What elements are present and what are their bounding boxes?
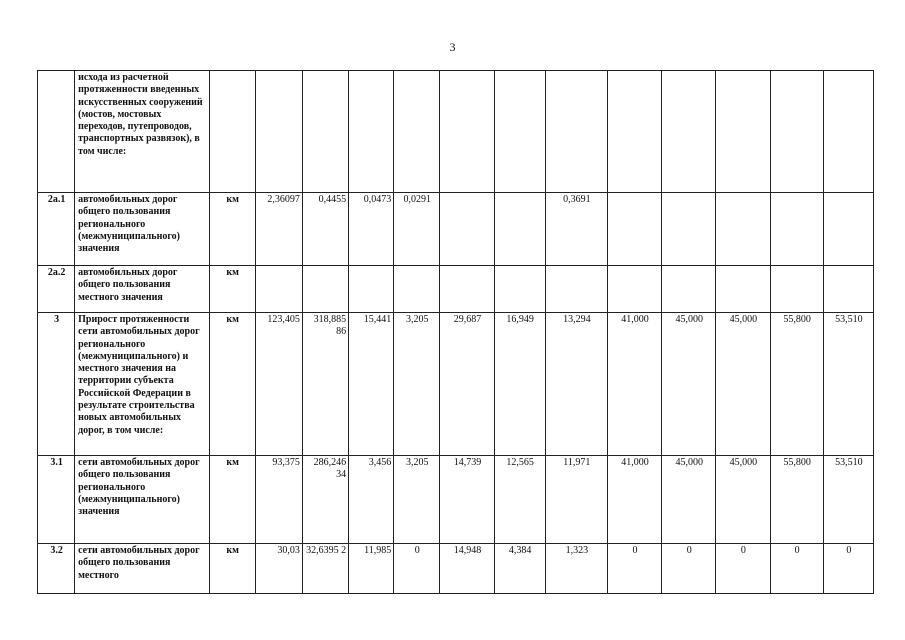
value-cell — [823, 193, 873, 266]
value-cell: 0,0473 — [349, 193, 394, 266]
indicator-name-cell: исхода из расчетной протяженности введенных искусственных сооружений (мостов, мостовых переходов, путепроводов, транспортных развязок), в том числе: — [75, 71, 209, 193]
indicator-name-cell: Прирост протяженности сети автомобильных дорог регионального (межмуниципального) и местного значения на территории субъекта Российской Федерации в результате строительства новых автомобильных дорог, в том числе: — [75, 313, 209, 456]
indicator-name-cell: автомобильных дорог общего пользования местного значения — [75, 266, 209, 313]
unit-cell — [209, 71, 255, 193]
unit-cell: км — [209, 456, 255, 544]
value-cell: 2,36097 — [255, 193, 302, 266]
value-cell — [302, 71, 348, 193]
table-row — [38, 456, 874, 544]
value-cell: 0 — [823, 544, 873, 594]
value-cell — [823, 71, 873, 193]
value-cell: 45,000 — [662, 313, 716, 456]
value-cell — [545, 266, 607, 313]
unit-cell: км — [209, 313, 255, 456]
value-cell — [494, 266, 545, 313]
value-cell — [494, 193, 545, 266]
value-cell: 30,03 — [255, 544, 302, 594]
value-cell: 11,971 — [545, 456, 607, 544]
value-cell: 1,323 — [545, 544, 607, 594]
value-cell: 29,687 — [440, 313, 494, 456]
unit-cell: км — [209, 266, 255, 313]
value-cell — [716, 193, 770, 266]
row-number-cell: 2а.1 — [38, 193, 75, 266]
value-cell: 55,800 — [770, 456, 823, 544]
value-cell — [607, 266, 661, 313]
value-cell — [302, 266, 348, 313]
value-cell: 12,565 — [494, 456, 545, 544]
page-number: 3 — [449, 40, 456, 54]
unit-cell: км — [209, 544, 255, 594]
value-cell: 0 — [770, 544, 823, 594]
value-cell — [494, 71, 545, 193]
unit-cell: км — [209, 193, 255, 266]
value-cell: 3,456 — [349, 456, 394, 544]
value-cell — [770, 266, 823, 313]
value-cell: 45,000 — [716, 313, 770, 456]
value-cell — [716, 266, 770, 313]
value-cell: 318,885 86 — [302, 313, 348, 456]
value-cell: 16,949 — [494, 313, 545, 456]
value-cell — [349, 266, 394, 313]
value-cell: 14,739 — [440, 456, 494, 544]
value-cell: 0,3691 — [545, 193, 607, 266]
indicator-name-cell: сети автомобильных дорог общего пользования регионального (межмуниципального) значения — [75, 456, 209, 544]
value-cell: 15,441 — [349, 313, 394, 456]
value-cell: 53,510 — [823, 456, 873, 544]
value-cell: 32,6395 2 — [302, 544, 348, 594]
value-cell — [545, 71, 607, 193]
value-cell — [662, 71, 716, 193]
value-cell: 41,000 — [607, 456, 661, 544]
value-cell — [440, 266, 494, 313]
value-cell: 0 — [394, 544, 440, 594]
value-cell: 13,294 — [545, 313, 607, 456]
table-row — [38, 71, 874, 193]
row-number-cell: 3.2 — [38, 544, 75, 594]
value-cell — [349, 71, 394, 193]
value-cell: 4,384 — [494, 544, 545, 594]
value-cell — [255, 266, 302, 313]
value-cell: 0 — [607, 544, 661, 594]
value-cell: 45,000 — [662, 456, 716, 544]
value-cell — [770, 193, 823, 266]
value-cell — [823, 266, 873, 313]
value-cell: 55,800 — [770, 313, 823, 456]
row-number-cell — [38, 71, 75, 193]
value-cell: 45,000 — [716, 456, 770, 544]
row-number-cell: 3 — [38, 313, 75, 456]
indicator-name-cell: сети автомобильных дорог общего пользования местного — [75, 544, 209, 594]
row-number-cell: 2а.2 — [38, 266, 75, 313]
value-cell — [662, 193, 716, 266]
value-cell: 93,375 — [255, 456, 302, 544]
value-cell — [607, 71, 661, 193]
table-row — [38, 544, 874, 594]
value-cell: 41,000 — [607, 313, 661, 456]
value-cell: 3,205 — [394, 313, 440, 456]
value-cell — [607, 193, 661, 266]
value-cell: 53,510 — [823, 313, 873, 456]
value-cell: 0,4455 — [302, 193, 348, 266]
indicators-table — [37, 70, 874, 594]
table-row — [38, 266, 874, 313]
value-cell — [394, 71, 440, 193]
value-cell — [440, 193, 494, 266]
value-cell — [716, 71, 770, 193]
value-cell — [255, 71, 302, 193]
row-number-cell: 3.1 — [38, 456, 75, 544]
value-cell — [770, 71, 823, 193]
value-cell: 3,205 — [394, 456, 440, 544]
table-row — [38, 193, 874, 266]
value-cell: 123,405 — [255, 313, 302, 456]
value-cell: 0,0291 — [394, 193, 440, 266]
value-cell: 0 — [716, 544, 770, 594]
value-cell — [394, 266, 440, 313]
value-cell — [440, 71, 494, 193]
indicator-name-cell: автомобильных дорог общего пользования регионального (межмуниципального) значения — [75, 193, 209, 266]
value-cell: 0 — [662, 544, 716, 594]
value-cell: 14,948 — [440, 544, 494, 594]
value-cell: 11,985 — [349, 544, 394, 594]
value-cell: 286,246 34 — [302, 456, 348, 544]
value-cell — [662, 266, 716, 313]
table-row — [38, 313, 874, 456]
table-body — [38, 71, 874, 594]
